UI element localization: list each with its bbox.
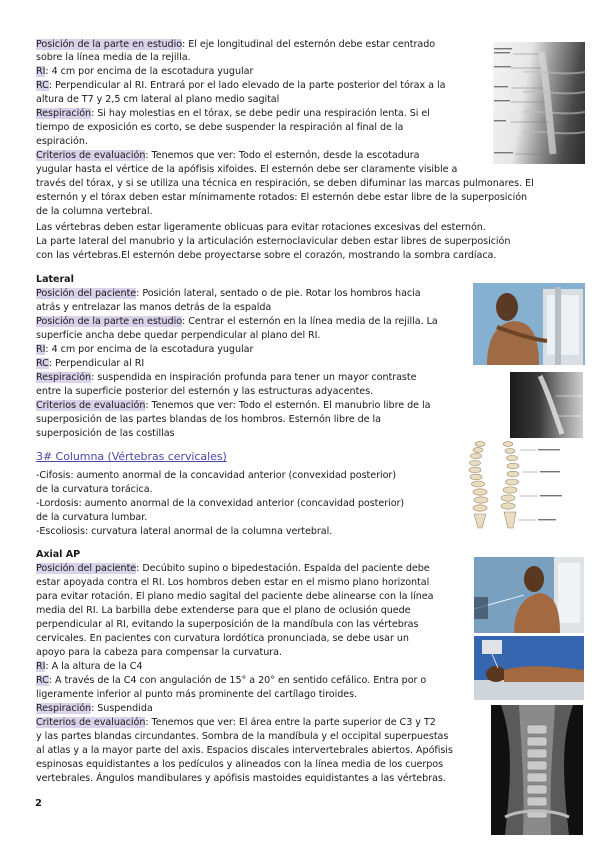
b4-line-7: apoyo para la cabeza para compensar la curvatura.: [36, 647, 282, 658]
b2-line-4: superficie ancha debe quedar perpendicular al plano del RI.: [36, 330, 321, 341]
b4-line-11-text: : Suspendida: [91, 703, 153, 714]
b4-line-10: ligeramente inferior al punto más prominente del cartílago tiroides.: [36, 689, 358, 700]
lateral-sternum-radiograph: [510, 372, 583, 438]
b4-line-15: espinosas equidistantes a los pedículos y alineados con la línea media de los cuerpos: [36, 759, 444, 770]
spine-curvature-drawing: [456, 436, 584, 532]
b2-line-8: entre la superficie posterior del esternón y las estructuras adyacentes.: [36, 386, 374, 397]
b1-line-8: espiración.: [36, 136, 88, 147]
b2-line-3: [36, 316, 438, 328]
b1-line-11: través del tórax, y si se utiliza una técnica en respiración, se deben difuminar las marcas pulmonares. El: [36, 178, 534, 189]
label-ri: RI: [36, 344, 46, 355]
b1-line-12: esternón y el tórax deben estar mínimamente rotados: El esternón debe estar libre de la superposición: [36, 192, 528, 203]
label-posicion-paciente: Posición del paciente: [36, 288, 137, 299]
b3-line-2: de la curvatura torácica.: [36, 484, 153, 495]
b1-line-9-text: : Tenemos que ver: Todo el esternón, desde la escotadura: [145, 150, 420, 161]
b2-line-11: superposición de las costillas: [36, 428, 175, 439]
section-columna-link[interactable]: 3# Columna (Vértebras cervicales): [36, 450, 227, 463]
lateral-patient-photo: [473, 283, 585, 365]
b1-line-1-text: : El eje longitudinal del esternón debe estar centrado: [182, 39, 436, 50]
b4-line-9-text: : A través de la C4 con angulación de 15° a 20° en sentido cefálico. Entra por o: [48, 675, 427, 686]
b4-line-12: [36, 717, 436, 729]
b1-line-5: altura de T7 y 2,5 cm lateral al plano medio sagital: [36, 94, 280, 105]
b2-line-7: [36, 372, 416, 384]
b1-line-4: [36, 80, 445, 92]
sternum-oblique-drawing: [493, 42, 585, 164]
b1-line-7: tiempo de exposición es corto, se debe suspender la respiración al final de la: [36, 122, 404, 133]
b1-line-14: Las vértebras deben estar ligeramente oblicuas para evitar rotaciones excesivas del esternón.: [36, 222, 486, 233]
lateral-patient-drawing: [473, 283, 585, 365]
label-respiracion: Respiración: [36, 108, 92, 119]
b4-line-12-text: : Tenemos que ver: El área entre la parte superior de C3 y T2: [145, 717, 436, 728]
b2-line-2: atrás y entrelazar las manos detrás de la espalda: [36, 302, 272, 313]
b1-line-15: La parte lateral del manubrio y la articulación esternoclavicular deben estar libres de superposición: [36, 236, 511, 247]
cervical-spine-ap-radiograph: [491, 705, 583, 835]
b1-line-10: yugular hasta el vértice de la apófisis xifoides. El esternón debe ser claramente visible a: [36, 164, 458, 175]
b3-line-4: de la curvatura lumbar.: [36, 512, 148, 523]
label-criterios: Criterios de evaluación: [36, 717, 146, 728]
label-respiracion: Respiración: [36, 703, 92, 714]
b3-line-5: -Escoliosis: curvatura lateral anormal de la columna vertebral.: [36, 526, 333, 537]
b4-line-16: vertebrales. Ángulos mandibulares y apófisis mastoides equidistantes a las vértebras.: [36, 773, 446, 784]
label-criterios: Criterios de evaluación: [36, 400, 146, 411]
b1-line-6-text: : Si hay molestias en el tórax, se debe pedir una respiración lenta. Si el: [91, 108, 430, 119]
b4-line-5: perpendicular al RI, evitando la superposición de la mandíbula con las vértebras: [36, 619, 419, 630]
b2-line-7-text: : suspendida en inspiración profunda para tener un mayor contraste: [91, 372, 417, 383]
b3-line-1: -Cifosis: aumento anormal de la concavidad anterior (convexidad posterior): [36, 470, 397, 481]
b1-line-13: de la columna vertebral.: [36, 206, 153, 217]
b4-line-1: [36, 563, 430, 575]
b4-line-6: cervicales. En pacientes con curvatura lordótica pronunciada, se debe usar un: [36, 633, 409, 644]
b3-line-3: -Lordosis: aumento anormal de la convexidad anterior (concavidad posterior): [36, 498, 405, 509]
b1-line-9: [36, 150, 420, 162]
b1-line-3: [36, 66, 253, 78]
b1-line-3-text: : 4 cm por encima de la escotadura yugular: [45, 66, 254, 77]
label-rc: RC: [36, 80, 49, 91]
label-ri: RI: [36, 661, 46, 672]
axial-ap-standing-drawing: [474, 557, 584, 633]
axial-ap-title: Axial AP: [36, 549, 81, 560]
axial-ap-standing-photo: [474, 557, 584, 633]
label-ri: RI: [36, 66, 46, 77]
b4-line-14: al atlas y a la mayor parte del axis. Espacios discales intervertebrales abiertos. Apófisis: [36, 745, 453, 756]
b1-line-2: sobre la línea media de la rejilla.: [36, 52, 191, 63]
page-number: 2: [35, 798, 42, 809]
spine-curvature-illustration: [456, 436, 584, 532]
b2-line-6: [36, 358, 144, 370]
b4-line-8-text: : A la altura de la C4: [45, 661, 143, 672]
axial-ap-supine-drawing: [474, 636, 584, 700]
b2-line-1: [36, 288, 421, 300]
b4-line-13: y las partes blandas circundantes. Sombra de la mandíbula y el occipital superpuestas: [36, 731, 449, 742]
b2-line-6-text: : Perpendicular al RI: [48, 358, 145, 369]
b4-line-9: [36, 675, 426, 687]
axial-ap-supine-photo: [474, 636, 584, 700]
label-rc: RC: [36, 675, 49, 686]
lateral-sternum-drawing: [510, 372, 583, 438]
b2-line-9-text: : Tenemos que ver: Todo el esternón. El manubrio libre de la: [145, 400, 431, 411]
b2-line-5-text: : 4 cm por encima de la escotadura yugular: [45, 344, 254, 355]
label-respiracion: Respiración: [36, 372, 92, 383]
b1-line-4-text: : Perpendicular al RI. Entrará por el lado elevado de la parte posterior del tórax a la: [48, 80, 446, 91]
b2-line-3-text: : Centrar el esternón en la línea media de la rejilla. La: [182, 316, 438, 327]
b1-line-16: con las vértebras.El esternón debe proyectarse sobre el corazón, mostrando la sombra cardíaca.: [36, 250, 497, 261]
label-posicion-parte: Posición de la parte en estudio: [36, 316, 183, 327]
b2-line-9: [36, 400, 430, 412]
b4-line-11: [36, 703, 153, 715]
cervical-spine-ap-drawing: [491, 705, 583, 835]
b2-line-1-text: : Posición lateral, sentado o de pie. Rotar los hombros hacia: [136, 288, 421, 299]
label-posicion-paciente: Posición del paciente: [36, 563, 137, 574]
label-posicion-parte: Posición de la parte en estudio: [36, 39, 183, 50]
b4-line-3: para evitar rotación. El plano medio sagital del paciente debe alinearse con la línea: [36, 591, 434, 602]
b4-line-2: estar apoyada contra el RI. Los hombros deben estar en el mismo plano horizontal: [36, 577, 430, 588]
sternum-oblique-radiograph: [493, 42, 585, 164]
b4-line-8: [36, 661, 143, 673]
b4-line-4: media del RI. La barbilla debe extenderse para que el plano de oclusión quede: [36, 605, 411, 616]
b2-line-10: superposición de las partes blandas de los hombros. Esternón libre de la: [36, 414, 381, 425]
lateral-title: Lateral: [36, 274, 74, 285]
b4-line-1-text: : Decúbito supino o bipedestación. Espalda del paciente debe: [136, 563, 430, 574]
b1-line-6: [36, 108, 430, 120]
label-criterios: Criterios de evaluación: [36, 150, 146, 161]
b2-line-5: [36, 344, 253, 356]
b1-line-1: [36, 39, 435, 51]
label-rc: RC: [36, 358, 49, 369]
